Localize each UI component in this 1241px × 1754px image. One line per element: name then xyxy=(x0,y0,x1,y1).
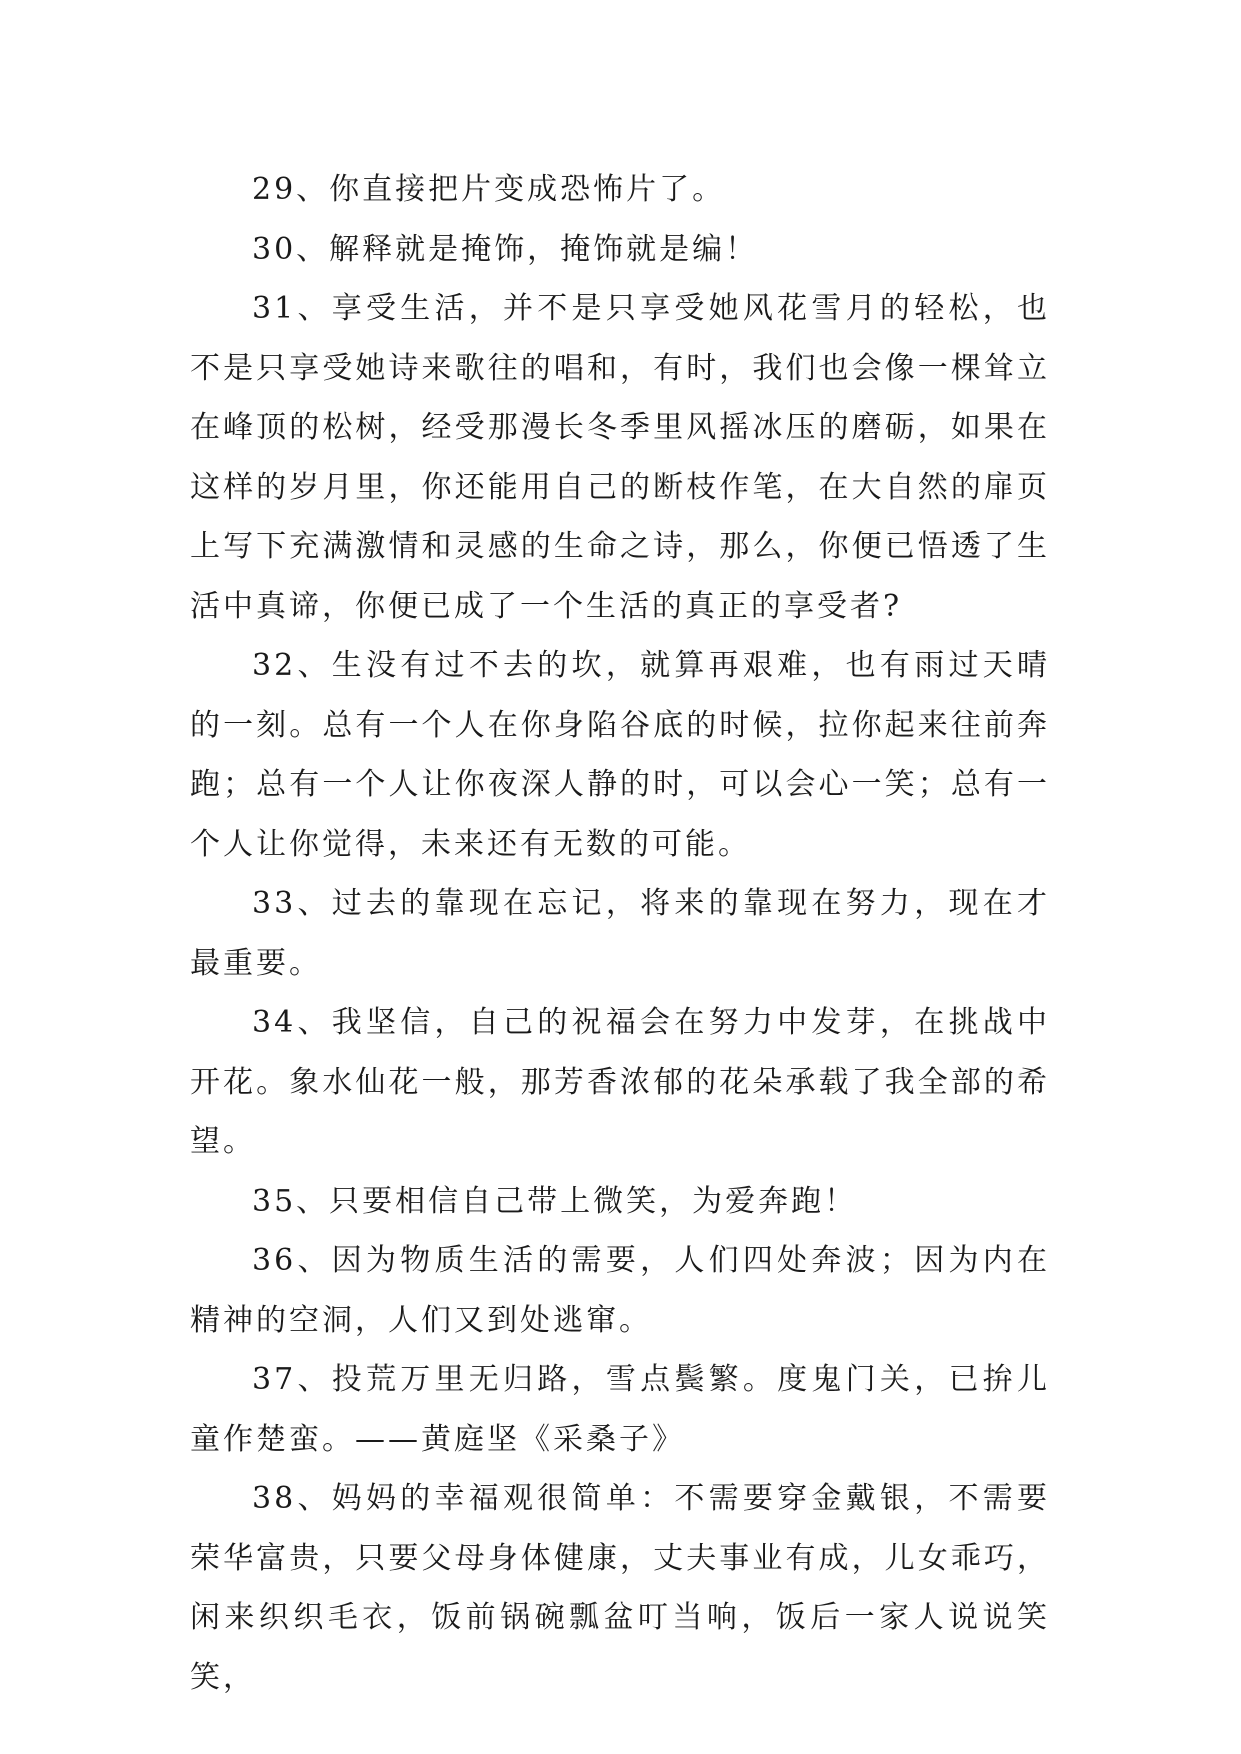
paragraph-35: 35、只要相信自己带上微笑，为爱奔跑！ xyxy=(252,1183,858,1219)
paragraph-32: 32、生没有过不去的坎，就算再艰难，也有雨过天晴的一刻。总有一个人在你身陷谷底的时候，拉你起来往前奔跑；总有一个人让你夜深人静的时，可以会心一笑；总有一个人让你觉得，未来还有无数的可能。 xyxy=(190,648,1050,862)
paragraph-36: 36、因为物质生活的需要，人们四处奔波；因为内在精神的空洞，人们又到处逃窜。 xyxy=(190,1243,1050,1338)
paragraph-38: 38、妈妈的幸福观很简单：不需要穿金戴银，不需要荣华富贵，只要父母身体健康，丈夫事业有成，儿女乖巧，闲来织织毛衣，饭前锅碗瓢盆叮当响，饭后一家人说说笑笑， xyxy=(190,1481,1050,1695)
paragraph-34: 34、我坚信，自己的祝福会在努力中发芽，在挑战中开花。象水仙花一般，那芳香浓郁的花朵承载了我全部的希望。 xyxy=(190,1005,1050,1159)
paragraph-31: 31、享受生活，并不是只享受她风花雪月的轻松，也不是只享受她诗来歌往的唱和，有时，我们也会像一棵耸立在峰顶的松树，经受那漫长冬季里风摇冰压的磨砺，如果在这样的岁月里，你还能用自己的断枝作笔，在大自然的扉页上写下充满激情和灵感的生命之诗，那么，你便已悟透了生活中真谛，你便已成了一个生活的真正的享受者? xyxy=(190,291,1050,624)
paragraph-37: 37、投荒万里无归路，雪点鬓繁。度鬼门关，已拚儿童作楚蛮。——黄庭坚《采桑子》 xyxy=(190,1362,1050,1457)
paragraph-33: 33、过去的靠现在忘记，将来的靠现在努力，现在才最重要。 xyxy=(190,886,1050,981)
paragraph-30: 30、解释就是掩饰，掩饰就是编！ xyxy=(252,231,759,267)
document-body xyxy=(190,160,1050,1707)
paragraph-29: 29、你直接把片变成恐怖片了。 xyxy=(252,172,726,207)
